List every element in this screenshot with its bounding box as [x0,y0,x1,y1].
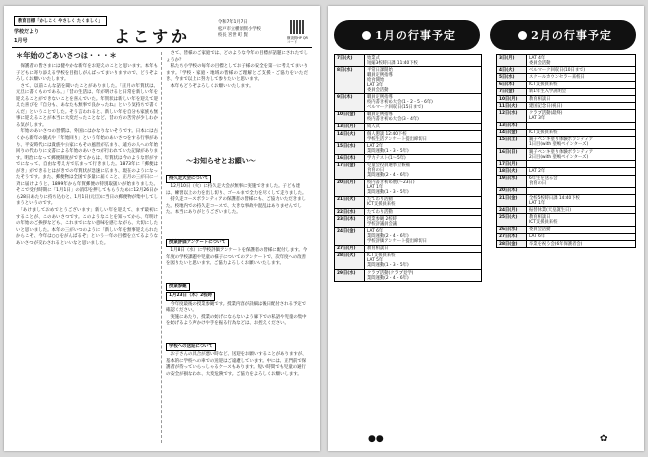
schedule-row [335,252,482,269]
schedule-event: ICT支援員来校 [367,253,396,259]
schedule-events [365,196,482,208]
schedule-events [527,149,636,161]
schedule-row [497,161,636,168]
schedule-events [365,162,482,179]
schedule-event: 児童会役員選挙立候補 [367,163,410,169]
schedule-row [335,216,482,228]
schedule-event: スクールカウンセラー来校日 [529,74,585,80]
schedule-row [497,136,636,148]
schedule-date: 24日(金) [335,228,365,245]
schedule-row [335,245,482,252]
schedule-date: 10日(金) [335,111,365,123]
notice-body: 1月8日（水）に学校評価アンケートを保護者の皆様に配付します。今年度の学校課題や児童の様子についてのアンケートで、次年度への改善を図りたいと思います。ご協力よろしくお願いいたします。 [166,248,308,267]
schedule-event: 業間運動(2・4・6年) [367,234,409,240]
schedule-date: 21日(火) [335,196,365,208]
schedule-events [365,143,482,155]
schedule-row [497,95,636,102]
schedule-event: 学校評価アンケート提出締切日 [367,239,427,245]
notice-title: 持久走大会について [166,175,211,184]
schedule-event: ICT支援員来校 [367,202,396,208]
schedule-date: 13日(月) [335,123,365,130]
schedule-event: 学校評議員会議 [367,221,398,227]
schedule-row [497,195,636,207]
schedule-date: 27日(月) [335,245,365,252]
mochi-icon: ●● [368,434,384,444]
schedule-event: ICT支援員来校 [529,82,558,88]
schedule-date: 17日(月) [497,161,527,168]
schedule-event: 全校5校時日課 14:40下校 [529,195,580,201]
schedule-events [527,81,636,88]
schedule-row [335,209,482,216]
schedule-event: 始業式 [367,55,380,61]
schedule-row [335,162,482,179]
schedule-event: 職員定例指導 [367,72,393,78]
schedule-date: 17日(金) [335,162,365,179]
schedule-event: 業間運動(2・4・6年) [367,173,409,179]
schedule-date: 27日(木) [497,233,527,240]
schedule-event: 新1年生入学説明会 [529,89,567,95]
january-title: 1月の行事予定 [375,29,456,42]
principal-name: 校長 宮世 町 賢 [218,33,248,39]
schedule-event: 振替休業(天皇誕生日) [529,207,572,213]
schedule-events [527,233,636,240]
schedule-page [328,6,644,451]
schedule-date: 6日(木) [497,81,527,88]
schedule-events [365,94,482,111]
schedule-events [527,226,636,233]
schedule-event: 卒業を祝う会(6年保護者会) [529,241,583,247]
schedule-date: 16日(木) [335,155,365,162]
schedule-events [365,216,482,228]
schedule-date: 9日(木) [335,94,365,111]
schedule-event [529,162,633,167]
schedule-event: 委員会活動 [529,227,551,233]
notice-body: 12月10日（火）に持久走大会が無事に実施できました。子ども達は、練習以上の力を出し切り、ゴールまで全力を尽くして走りました。 持久走コースボランティアの保護者の皆様にも、ご協力いただきました。校地内での持久走コースで、大きな事故や混乱はありませんでした。本当にありがとうございました。 [166,184,307,216]
february-title: 2月の行事予定 [531,29,612,42]
newsletter-page [4,6,320,451]
notice-section-marathon [166,168,308,223]
snowman-icon [362,31,371,40]
schedule-event: 平常日課開始 [367,67,393,73]
schedule-row [335,196,482,208]
schedule-date: 15日(土) [497,136,527,148]
schedule-events [527,168,636,175]
schedule-events [527,74,636,81]
schedule-row [497,81,636,88]
schedule-events [527,67,636,74]
header-divider [12,47,312,48]
schedule-event: LAT 3年 [367,82,384,88]
schedule-event: LAT 1年 [529,200,546,206]
notice-title: 授業参観 [166,283,190,292]
schedule-event: 学力テスト(1～5年) [367,155,406,161]
greeting-continued: さて、皆様のご家庭では、どのような今年の目標が話題にされたでしょうか？ 私たち小学校の毎年の目標としてお子様の安全を第一に考えてまいります。「学校・家庭・地域の皆様のご理解とご支援・ご協力をいただき、今まで以上に努力して参りたいと思います。 本年もどうぞよろしくお願いいたします。 [166,51,308,89]
schedule-row [497,214,636,226]
schedule-events [527,103,636,110]
schedule-row [335,155,482,162]
schedule-event: 校内書き初め大会(3・4年) [367,117,419,123]
schedule-row [497,129,636,136]
qr-code-icon[interactable] [290,20,304,34]
schedule-event: 業間運動(2・4・6年) [367,275,409,281]
qr-label: 横須賀HP QRコード [287,36,308,44]
schedule-event [529,123,633,128]
schedule-event: 親子ペンキ塗り体験ボランティア [529,149,594,155]
issue-date: 令和7年1月7日 [218,20,248,25]
schedule-event: 個人懇談 12:40下校 [367,131,407,137]
schedule-row [497,240,636,247]
schedule-events [527,207,636,214]
schedule-event: 職員定例指導 [367,112,393,118]
schedule-row [497,74,636,81]
schedule-event: LAT 2年 [529,169,546,175]
schedule-date: 28日(火) [335,252,365,269]
schedule-events [365,179,482,196]
schedule-date: 14日(金) [497,129,527,136]
schedule-row [497,233,636,240]
schedule-date: 22日(水) [335,209,365,216]
schedule-event: たてわり活動 [367,209,393,215]
schedule-event: LAT 3年 [529,115,546,121]
schedule-event: ベルマーク回収日(10日まで) [529,67,586,73]
schedule-date: 11日(火) [497,103,527,110]
schedule-events [527,95,636,102]
schedule-date: 14日(火) [335,130,365,142]
schedule-event [529,188,633,193]
schedule-event: 業間運動(1・3・5年) [367,263,409,269]
schedule-event: 食育の日 [529,181,547,187]
schedule-events [365,55,482,67]
schedule-event: 2日目(with 塗嶋ペインターズ) [529,154,589,160]
issue-month: 1月号 [14,38,28,44]
schedule-event: 委員会活動 [529,60,551,66]
schedule-events [365,228,482,245]
oni-icon [518,31,527,40]
schedule-row [335,111,482,123]
notice-title: 授業評価アンケートについて [166,239,229,248]
schedule-events [365,123,482,130]
schedule-events [365,155,482,162]
schedule-row [497,187,636,194]
january-banner [334,20,480,50]
schedule-date: 12日(水) [497,110,527,122]
schedule-date: 5日(水) [497,74,527,81]
february-schedule-table [496,54,636,248]
notice-title: 学校への送迎について [166,343,216,352]
schedule-event: LAT 5年 [367,258,384,264]
schedule-date: 4日(火) [497,67,527,74]
schedule-row [335,179,482,196]
schedule-event: 業間運動(1・3・5年) [367,190,409,196]
schedule-events [527,187,636,194]
schedule-date: 8日(水) [335,67,365,94]
schedule-event: 食育の日 [367,168,385,174]
schedule-event: 6年生を送る会 [529,176,558,182]
schedule-events [527,136,636,148]
schedule-row [497,207,636,214]
schedule-date: 20日(月) [335,179,365,196]
schedule-events [527,110,636,122]
schedule-row [497,175,636,187]
notices-heading: ～お知らせとお願い～ [186,156,256,165]
schedule-row [497,226,636,233]
schedule-events [365,111,482,123]
schedule-event: 教育相談日 [529,96,551,102]
schedule-row [335,123,482,130]
february-banner [490,20,636,50]
schedule-event: ベルマーク回収日(15日まで) [367,104,424,110]
newsletter-label: 学校だより [14,29,40,35]
schedule-date: 24日(月) [497,207,527,214]
schedule-event: たてわり活動 [367,197,393,203]
schedule-date: 13日(木) [497,122,527,129]
schedule-date: 3日(月) [497,55,527,67]
schedule-row [335,270,482,282]
schedule-event: 短縮3校時日課 11:40下校 [367,60,418,66]
schedule-date: 23日(木) [335,216,365,228]
schedule-events [527,122,636,129]
schedule-date: 7日(火) [335,55,365,67]
schedule-date: 18日(火) [497,168,527,175]
schedule-date: 29日(水) [335,270,365,282]
schedule-event: 建国記念日(祝日) [529,103,563,109]
schedule-event: 校内書き初め大会(1・2・5・6年) [367,99,433,105]
schedule-row [497,55,636,67]
schedule-events [527,88,636,95]
schedule-events [527,161,636,168]
schedule-event: LAT 6年 [367,229,384,235]
schedule-events [365,67,482,94]
schedule-events [527,214,636,226]
schedule-events [365,130,482,142]
greeting-body: 保護者の皆さまには健やかな新年をお迎えのことと思います。本年も子どもに寄り添える学校を目指しがんばってまいりますので、どうぞよろしくお願いいたします。 さて、以前こんな話を聞いたことがありました。「正月の年賀状は、元旦に書くものである。」「昔の生活は、年が明けると日常を新しい年を迎えることができないことを喜んでいた。年賀状は新しい年を迎えて迎えた喜びを『自分も、あなたも無事で良かったね』という気持ちで書くんだ」ということでした。そう言われると、新しい年を自分も家族も無事に迎えることが本当に大変だったことなど、昔の方の苦労が少しわかる気がします。 年始のあいさつの習慣は、外国にはかなりないそうです。日本には古くから新年の儀式や「年始回り」という年始のあいさつをする行事があり、平安時代には貴族や公家にもその風習が広まり、遠方の人への年始回りの代わりに文書による年始のあいさつが行われていた記録があります。明治になって郵便制度ができてからは、年賀状は今のような形がすでになって、自由な考え方で広まって行きました。1873年に「郵便はがき」ができるとはがきでの年賀状が急速に広まり、現在のようになったそうです。また、郵便物は全国で多量に届くこと、正月の三が日に一斉に届けようと、1899年から年賀郵便の特別取扱いが始まりました。そこで受付時期に「1月1日」の消印を押してもらうために12月26日から28日あたりに持ち込むと、1月1日(元旦)に当日の郵便物が集中してしまうというのです。 「あけましておめでとうございます」新しい年を迎えて、まず最初にすることが、このあいさつです。このようなことを知ってから、年明けの年始のご挨拶なども、これまでにない意味を感じながら、大切にしたいと思いました。本年の三がいつのように「新しい年を無事迎えられたからこそ、今年は○○をがんばるぞ」という一年の目標を立てるようなあいさつが交わされるといいなと思いました。 [16,64,158,246]
schedule-events [527,175,636,187]
schedule-row [497,103,636,110]
schedule-date: 26日(水) [497,226,527,233]
january-schedule-table [334,54,482,282]
schedule-event: 校内書き初め展(～23日) [367,180,415,186]
schedule-events [365,252,482,269]
plum-blossom-icon: ✿ [600,434,608,444]
schedule-events [527,240,636,247]
schedule-event: 親子ペンキ塗り体験ボランティア [529,137,594,143]
schedule-events [527,195,636,207]
schedule-date: 7日(金) [497,88,527,95]
schedule-event: 委員会活動 [367,87,389,93]
schedule-row [335,130,482,142]
schedule-event: クラブ活動(クラブ見学) [367,270,414,276]
schedule-date: 28日(金) [497,240,527,247]
schedule-row [497,149,636,161]
schedule-event: クラブ活動(最終) [529,110,563,116]
school-name: 松戸市立横須賀小学校 [218,26,261,32]
schedule-row [497,168,636,175]
schedule-date: 20日(木) [497,187,527,194]
schedule-events [365,209,482,216]
schedule-row [335,55,482,67]
notice-date: 1月23日（木）2校時 [166,292,215,301]
schedule-event: 授業参観 2校時 [367,216,397,222]
notice-section-survey [166,232,308,274]
schedule-date: 15日(水) [335,143,365,155]
schedule-date: 16日(日) [497,149,527,161]
schedule-events [527,55,636,67]
schedule-date: 10日(月) [497,95,527,102]
schedule-event: ICT支援員来校 [529,219,558,225]
schedule-event: 教育相談日 [367,246,389,252]
notice-body: 今年度最後の授業参観です。授業内容が詳細は後日配付される予定で確認ください。 実施にあたり、授業の妨げにならないよう廊下での私語や児童の集中を妨げるよう声かけや手を振る行為などは、お控えください。 [166,301,307,327]
schedule-event: 教育相談日 [529,214,551,220]
schedule-event: 業間運動(1・3・5年) [367,148,409,154]
page-title: よこすか [114,27,191,46]
schedule-row [335,228,482,245]
schedule-event: 学校生活アンケート提出締切日 [367,136,427,142]
schedule-date: 25日(火) [497,214,527,226]
notice-section-pickup [166,336,308,385]
greeting-heading: ＊年始のごあいさつは・・・＊ [16,51,117,60]
schedule-row [497,122,636,129]
schedule-event: LAT 1年 [367,185,384,191]
schedule-events [365,270,482,282]
schedule-row [497,67,636,74]
schedule-event: 1日目(with 塗嶋ペインターズ) [529,142,589,148]
schedule-event: LAT 4年 [529,55,546,61]
schedule-event: 成人式 [367,124,380,130]
schedule-event: ICT支援員来校 [529,130,558,136]
schedule-events [365,245,482,252]
column-divider [161,52,162,443]
education-goal: 教育目標「かしこく やさしく たくましく」 [14,16,107,26]
schedule-events [527,129,636,136]
schedule-row [497,88,636,95]
schedule-event: 給食開始 [367,77,385,83]
notice-section-visit [166,276,308,334]
schedule-event: 職員定例指導 [367,94,393,100]
schedule-row [335,143,482,155]
schedule-date: 19日(水) [497,175,527,187]
schedule-row [335,94,482,111]
issue-meta [218,20,261,40]
schedule-event: LAT 2年 [367,143,384,149]
schedule-row [335,67,482,94]
schedule-event: LAT 6年 [529,234,546,240]
schedule-date: 21日(金) [497,195,527,207]
schedule-row [497,110,636,122]
notice-body: お子さんの具合が悪い時など、送迎をお願いすることがありますが、基本的に学校への車での送迎はご遠慮しています。中には、正門前で保護者が待っていらっしゃるケースもあります。短い時間でも児童の通行の安全が損なわれ、大変危険です。ご協力をよろしくお願いします。 [166,352,307,377]
